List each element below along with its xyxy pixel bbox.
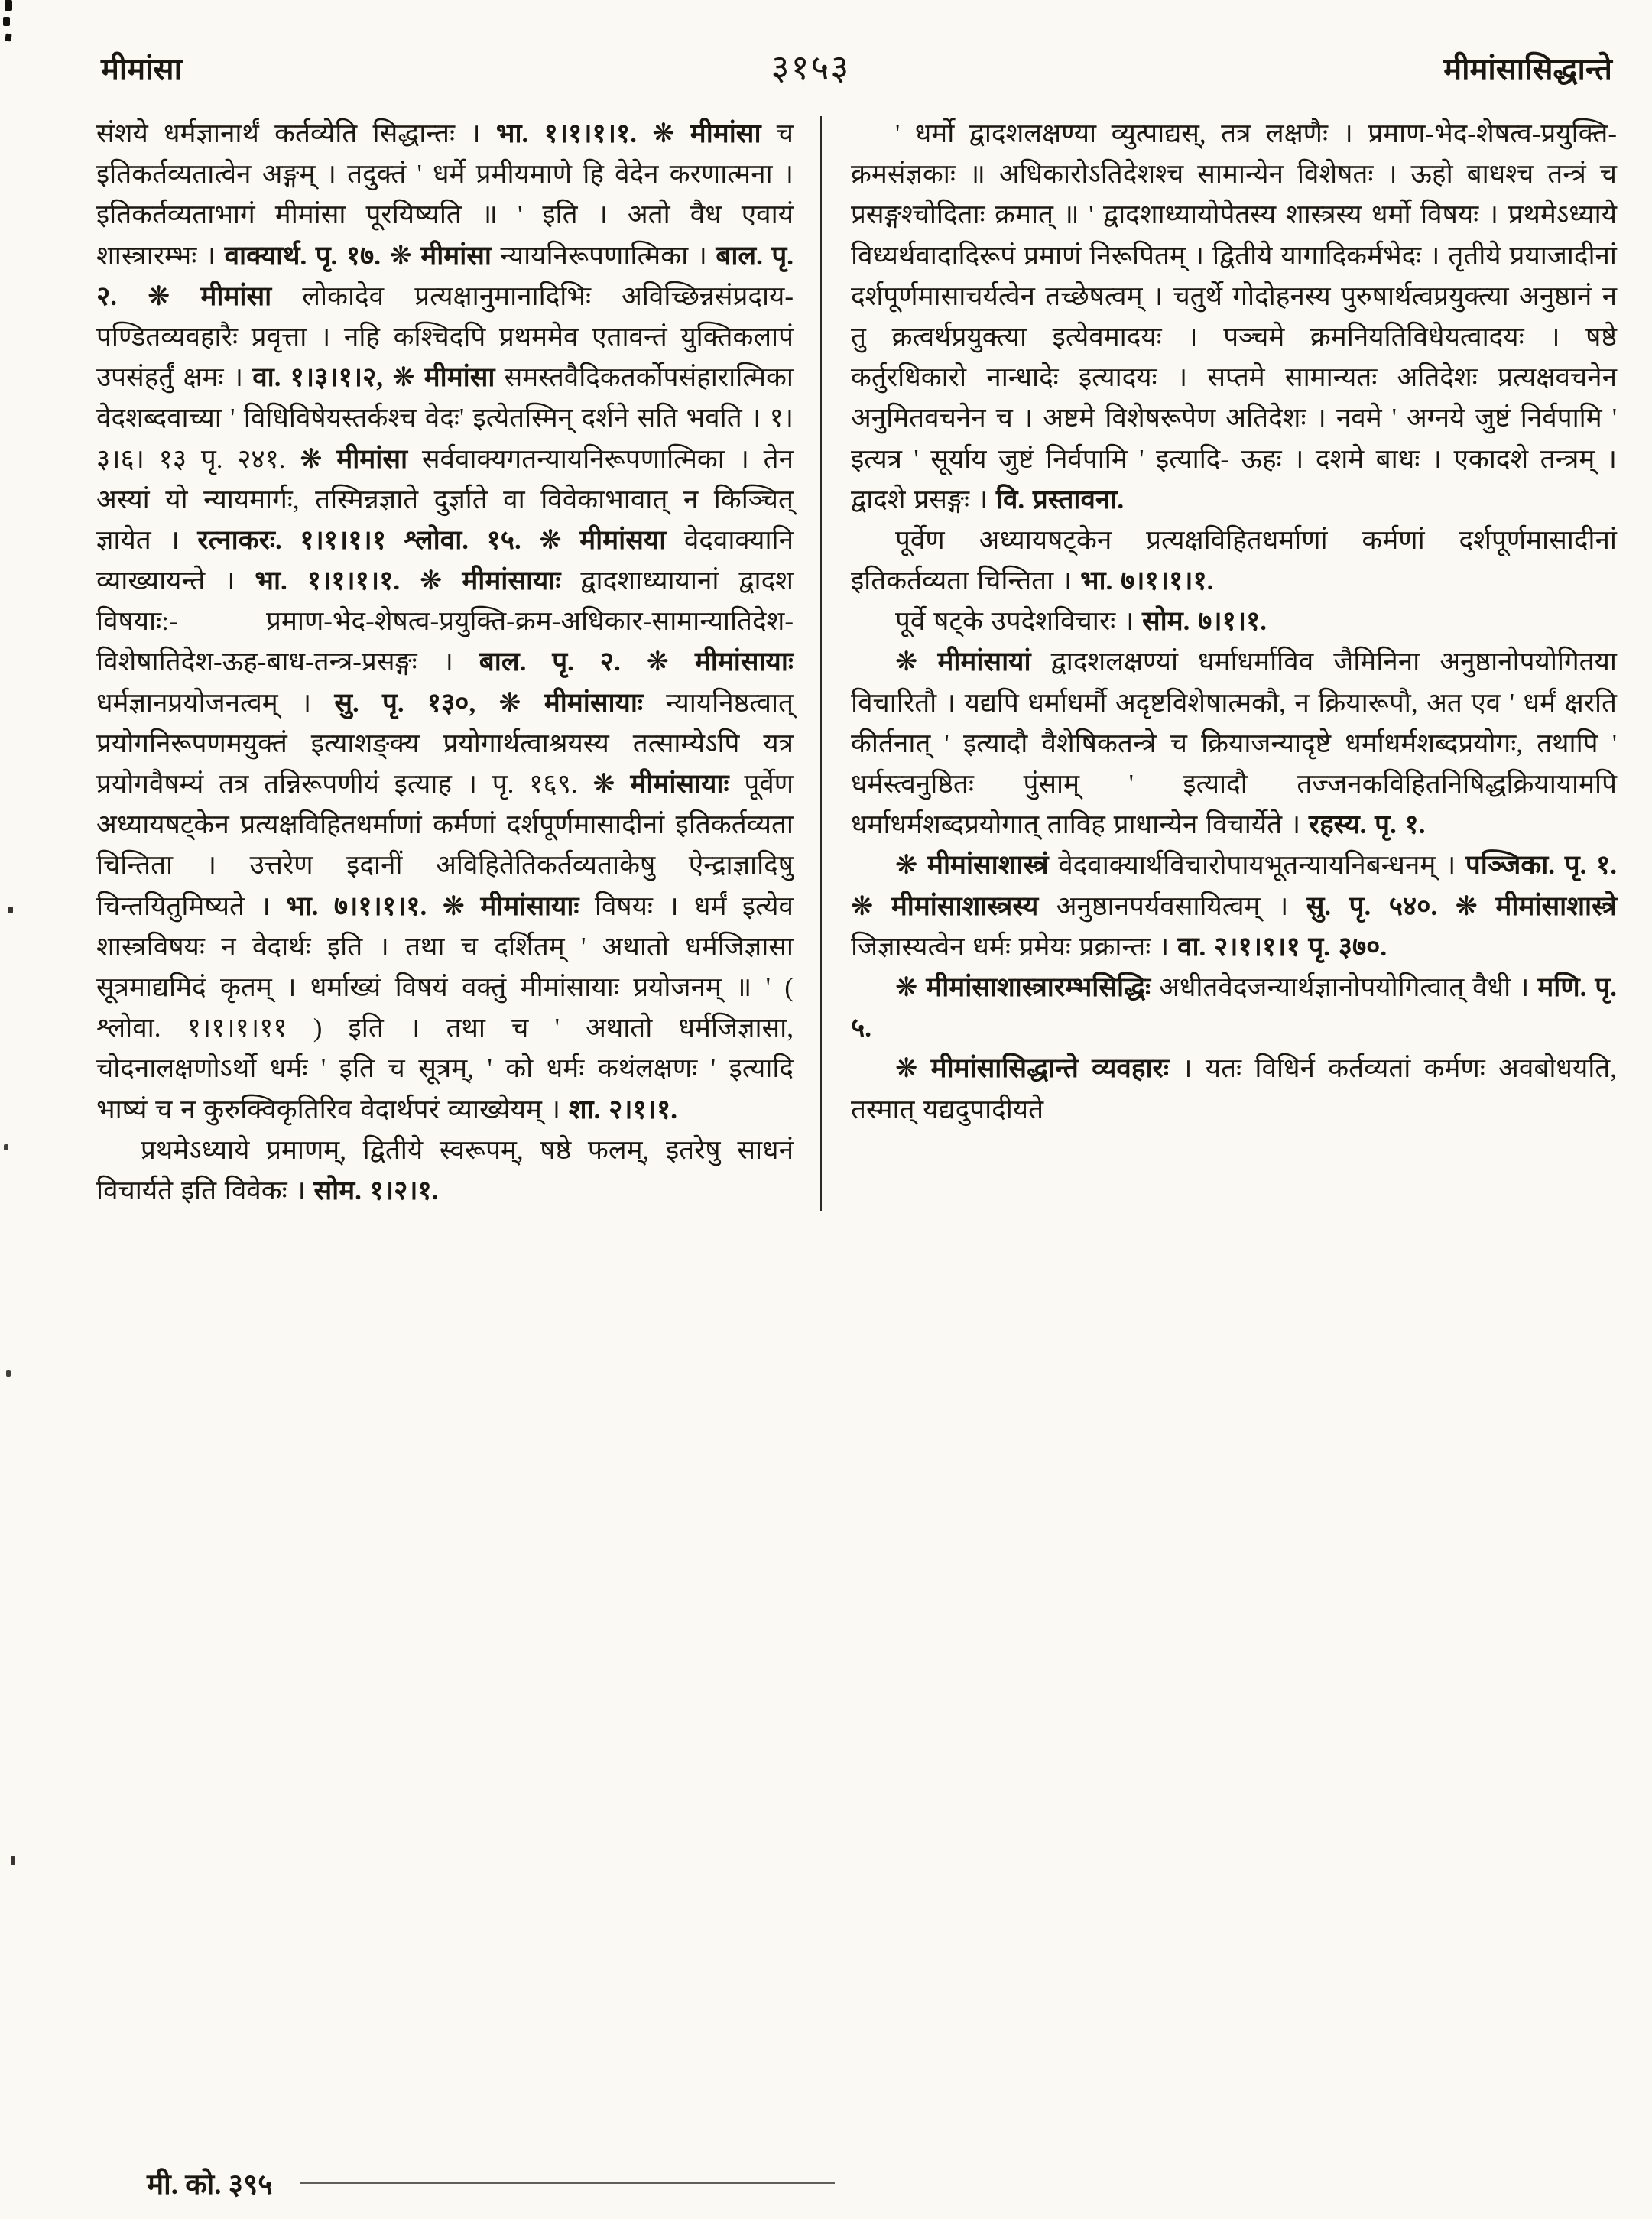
headword-or-citation: व्यवहारः: [1092, 1053, 1169, 1084]
body-text: वेदवाक्यार्थविचारोपायभूतन्यायनिबन्धनम् ।: [1048, 850, 1465, 881]
headword-or-citation: शा. २।१।१.: [568, 1094, 677, 1124]
body-text: । यतः विधिर्न कर्तव्यतां कर्मणः अवबोधयति, तस्मात् यद्यदुपादीयते: [851, 1053, 1618, 1124]
headword-or-citation: मीमांसा: [420, 240, 492, 271]
headword-or-citation: बाल. पृ. २.: [96, 240, 794, 311]
body-text: ❋: [475, 687, 544, 718]
headword-or-citation: रहस्य. पृ. १.: [1308, 809, 1426, 840]
headword-or-citation: मीमांसायाः: [462, 566, 561, 596]
headword-or-citation: वा. १।३।१।२,: [252, 362, 383, 393]
body-text: च इतिकर्तव्यतात्वेन अङ्गम् । तदुक्तं ' धर्मे प्रमीयमाणे हि वेदेन करणात्मना । इतिकर्तव्यताभागं मीमांसा पूरयिष्यति ॥ ' इति । अतो वैध एवायं शास्त्रारम्भः ।: [96, 118, 794, 271]
running-head-left: मीमांसा: [101, 52, 182, 86]
headword-or-citation: मीमांसायाः: [694, 647, 794, 677]
body-text: अधीतवेदजन्यार्थज्ञानोपयोगित्वात् वैधी ।: [1151, 972, 1538, 1002]
headword-or-citation: सोम. ७।१।१.: [1142, 606, 1267, 637]
body-text: [1079, 1053, 1092, 1083]
body-text: ❋: [851, 891, 891, 921]
headword-or-citation: मीमांसायां: [937, 647, 1031, 677]
body-text: ❋: [620, 647, 695, 677]
headword-or-citation: मीमांसा: [200, 281, 272, 311]
body-text: द्वादशाध्यायानां द्वादश विषयाः:- प्रमाण-भेद-शेषत्व-प्रयुक्ति-क्रम-अधिकार-सामान्यातिदेश-विशेषातिदेश-ऊह-बाध-तन्त्र-प्रसङ्गः ।: [96, 566, 794, 677]
body-text: न्यायनिष्ठत्वात् प्रयोगनिरूपणमयुक्तं इत्याशङ्क्य प्रयोगार्थत्वाश्रयस्य तत्साम्येऽपि यत्र प्रयोगवैषम्यं तत्र तन्निरूपणीयं इत्याह । पृ. १६९. ❋: [96, 687, 794, 799]
headword-or-citation: सु. पृ. १३०,: [334, 687, 476, 718]
headword-or-citation: मीमांसाशास्त्रं: [927, 850, 1049, 881]
body-text: प्रथमेऽध्याये प्रमाणम्, द्वितीये स्वरूपम्, षष्ठे फलम्, इतरेषु साधनं विचार्यते इति विवेकः ।: [96, 1134, 794, 1205]
page-footer: [147, 2163, 835, 2202]
scan-artifact: [5, 0, 12, 11]
running-head-right: मीमांसासिद्धान्ते: [1443, 52, 1612, 86]
headword-or-citation: रत्नाकरः. १।१।१।१ श्लोवा. १५.: [197, 524, 521, 555]
body-text: धर्मज्ञानप्रयोजनत्वम् ।: [96, 687, 335, 718]
body-text: पूर्वेण अध्यायषट्केन प्रत्यक्षविहितधर्माणां कर्मणां दर्शपूर्णमासादीनां इतिकर्तव्यता चिन्तिता । उत्तरेण इदानीं अविहितेतिकर्तव्यताकेषु ऐन्द्राज्ञादिषु चिन्तयितुमिष्यते ।: [96, 769, 794, 921]
paragraph: [851, 601, 1617, 641]
paragraph: [851, 845, 1617, 967]
body-text: ❋: [427, 891, 481, 921]
body-text: पूर्वे षट्के उपदेशविचारः ।: [895, 606, 1143, 637]
body-text: न्यायनिरूपणात्मिका ।: [492, 240, 716, 271]
headword-or-citation: भा. १।१।१।१.: [495, 118, 637, 148]
headword-or-citation: मीमांसायाः: [544, 687, 643, 718]
headword-or-citation: मीमांसा: [690, 118, 761, 148]
scan-artifact: [4, 1144, 8, 1150]
headword-or-citation: मीमांसासिद्धान्ते: [930, 1053, 1079, 1084]
scan-artifact: [8, 907, 13, 913]
body-text: अनुष्ठानपर्यवसायित्वम् ।: [1038, 891, 1306, 921]
body-text: लोकादेव प्रत्यक्षानुमानादिभिः अविच्छिन्नसंप्रदाय-पण्डितव्यवहारैः प्रवृत्ता । नहि कश्चिदपि प्रथममेव एतावन्तं युक्तिकलापं उपसंहर्तुं क्षमः ।: [96, 281, 794, 393]
headword-or-citation: सोम. १।२।१.: [313, 1175, 439, 1205]
scan-artifact: [3, 17, 10, 26]
headword-or-citation: वाक्यार्थ. पृ. १७.: [224, 240, 381, 271]
paragraph: [96, 1130, 794, 1211]
body-text: ❋: [895, 850, 928, 881]
right-column: [851, 113, 1617, 1211]
headword-or-citation: भा. ७।१।१।१.: [286, 891, 427, 921]
headword-or-citation: सु. पृ. ५४०.: [1306, 891, 1438, 921]
headword-or-citation: मीमांसा: [336, 443, 408, 474]
headword-or-citation: वि. प्रस्तावना.: [995, 484, 1125, 514]
body-text: वेदवाक्यानि व्याख्यायन्ते ।: [96, 524, 794, 596]
scan-artifact: [6, 1370, 11, 1377]
body-text: पूर्वेण अध्यायषट्केन प्रत्यक्षविहितधर्माणां कर्मणां दर्शपूर्णमासादीनां इतिकर्तव्यता चिन्तिता ।: [851, 524, 1617, 596]
body-text: द्वादशलक्षण्यां धर्माधर्माविव जैमिनिना अनुष्ठानोपयोगितया विचारितौ । यद्यपि धर्माधर्मौ अदृष्टविशेषात्मकौ, न क्रियारूपौ, अत एव ' धर्मं क्षरति कीर्तनात् ' इत्यादौ वैशेषिकतन्त्रे च क्रियाजन्यादृष्टे धर्माधर्मशब्दप्रयोगः, तथापि ' धर्मस्त्वनुष्ठितः पुंसाम् ' इत्यादौ तज्जनकविहितनिषिद्धक्रियायामपि धर्माधर्मशब्दप्रयोगात् ताविह प्राधान्येन विचार्येते ।: [851, 647, 1617, 840]
body-text: ❋: [521, 524, 580, 555]
page-header: [96, 43, 1617, 90]
body-text: सर्ववाक्यगतन्यायनिरूपणात्मिका । तेन अस्यां यो न्यायमार्गः, तस्मिन्नज्ञाते दुर्ज्ञाते वा विवेकाभावात् न किञ्चित् ज्ञायेत ।: [96, 443, 794, 555]
headword-or-citation: मीमांसाशास्त्रस्य: [891, 891, 1039, 921]
body-text: ❋: [381, 240, 421, 271]
body-text: समस्तवैदिकतर्कोपसंहारात्मिका वेदशब्दवाच्या ' विधिविषेयस्तर्कश्च वेदः' इत्येतस्मिन् दर्शने सति भवति । १।३।६। १३ पृ. २४१. ❋: [96, 362, 794, 474]
headword-or-citation: भा. ७।१।१।१.: [1079, 566, 1214, 596]
scan-artifact: [11, 1856, 15, 1865]
headword-or-citation: वा. २।१।१।१ पृ. ३७०.: [1177, 931, 1387, 962]
headword-or-citation: पञ्जिका. पृ. १.: [1465, 850, 1617, 881]
body-text: ❋: [895, 972, 927, 1002]
paragraph: [851, 520, 1617, 601]
headword-or-citation: मीमांसायाः: [630, 769, 729, 799]
headword-or-citation: मीमांसायाः: [480, 891, 579, 921]
body-text: जिज्ञास्यत्वेन धर्मः प्रमेयः प्रक्रान्तः ।: [851, 931, 1178, 962]
body-text: विषयः । धर्मं इत्येव शास्त्रविषयः न वेदार्थः इति । तथा च दर्शितम् ' अथातो धर्मजिज्ञासा सूत्रमाद्यमिदं कृतम् । धर्माख्यं विषयं वक्तुं मीमांसायाः प्रयोजनम् ॥ ' ( श्लोवा. १।१।१।११ ) इति । तथा च ' अथातो धर्मजिज्ञासा, चोदनालक्षणोऽर्थो धर्मः ' इति च सूत्रम्, ' को धर्मः कथंलक्षणः ' इत्यादि भाष्यं च न कुरुक्विकृतिरिव वेदार्थपरं व्याख्येयम् ।: [96, 891, 794, 1124]
paragraph: [851, 113, 1617, 520]
paragraph: [851, 1048, 1617, 1129]
headword-or-citation: मीमांसया: [579, 524, 667, 555]
body-text: ❋: [1437, 891, 1496, 921]
page-number: ३१५३: [771, 48, 851, 87]
headword-or-citation: मीमांसा: [424, 362, 495, 393]
paragraph: [96, 113, 794, 1130]
column-divider: [820, 116, 822, 1211]
body-text: ❋: [895, 1053, 931, 1084]
headword-or-citation: भा. १।१।१।१.: [255, 566, 401, 596]
left-column: [96, 113, 794, 1211]
volume-page-mark: मी. को. ३९५: [147, 2169, 273, 2201]
text-columns: [96, 113, 1617, 1211]
body-text: ' धर्मो द्वादशलक्षण्या व्युत्पाद्यस्, तत्र लक्षणैः । प्रमाण-भेद-शेषत्व-प्रयुक्ति-क्रमसंज्ञकाः ॥ अधिकारोऽतिदेशश्च सामान्येन विशेषतः । ऊहो बाधश्च तन्त्रं च प्रसङ्गश्चोदिताः क्रमात् ॥ ' द्वादशाध्यायोपेतस्य शास्त्रस्य धर्मो विषयः । प्रथमेऽध्याये विध्यर्थवादादिरूपं प्रमाणं निरूपितम् । द्वितीये यागादिकर्मभेदः । तृतीये प्रयाजादीनां दर्शपूर्णमासाचर्यत्वेन तच्छेषत्वम् । चतुर्थे गोदोहनस्य पुरुषार्थत्वप्रयुक्त्या अनुष्ठानं न तु क्रत्वर्थप्रयुक्त्या इत्येवमादयः । पञ्चमे क्रमनियतिविधेयत्वादयः । षष्ठे कर्तुरधिकारो नान्धादेः इत्यादयः । सप्तमे सामान्यतः अतिदेशः प्रत्यक्षवचनेन अनुमितवचनेन च । अष्टमे विशेषरूपेण अतिदेशः । नवमे ' अग्नये जुष्टं निर्वपामि ' इत्यत्र ' सूर्याय जुष्टं निर्वपामि ' इत्यादि- ऊहः । दशमे बाधः । एकादशे तन्त्रम् । द्वादशे प्रसङ्गः ।: [851, 118, 1617, 514]
body-text: ❋: [383, 362, 424, 393]
body-text: ❋: [895, 647, 938, 677]
headword-or-citation: मणि. पृ. ५.: [851, 972, 1618, 1043]
footer-rule: [300, 2182, 835, 2184]
headword-or-citation: मीमांसाशास्त्रारम्भसिद्धिः: [926, 972, 1151, 1002]
body-text: संशये धर्मज्ञानार्थं कर्तव्येति सिद्धान्तः ।: [96, 118, 496, 148]
headword-or-citation: मीमांसाशास्त्रे: [1495, 891, 1618, 921]
body-text: ❋: [116, 281, 201, 311]
paragraph: [851, 967, 1617, 1048]
paragraph: [851, 641, 1617, 845]
body-text: ❋: [636, 118, 690, 148]
body-text: ❋: [400, 566, 462, 596]
headword-or-citation: बाल. पृ. २.: [479, 647, 621, 677]
scan-artifact: [5, 33, 11, 41]
